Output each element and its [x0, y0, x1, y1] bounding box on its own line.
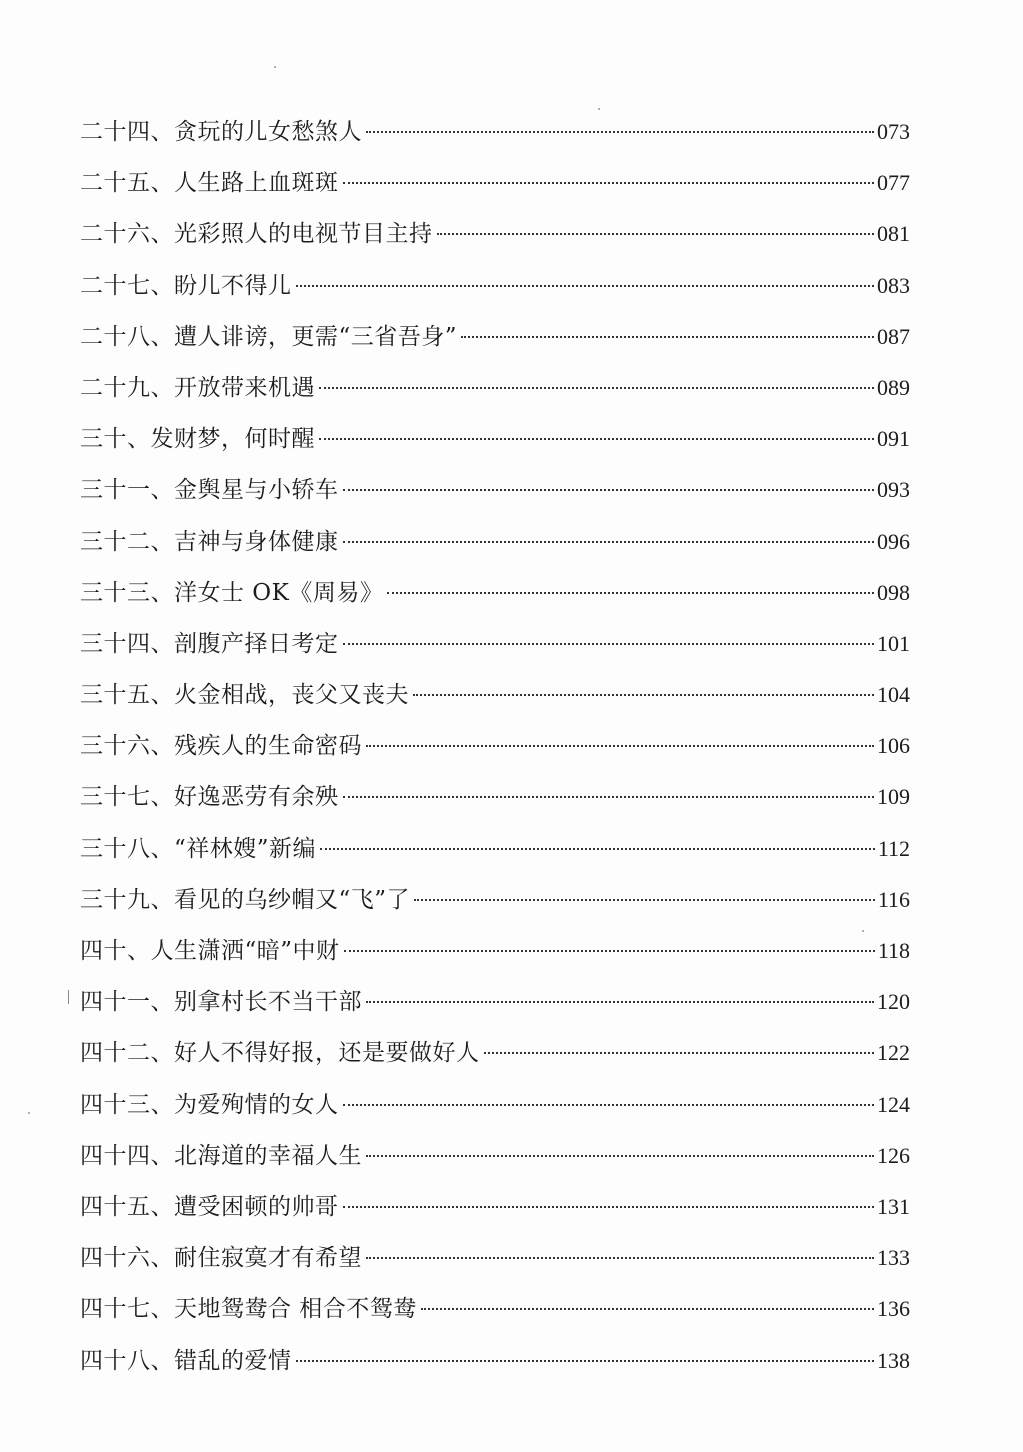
dot-leader: [343, 643, 875, 645]
toc-entry-page-number: 101: [877, 630, 910, 656]
dot-leader: [366, 1001, 874, 1003]
dot-leader: [366, 1155, 874, 1157]
dot-leader: [421, 1308, 874, 1310]
toc-entry-title: 二十五、人生路上血斑斑: [80, 170, 339, 197]
table-of-contents: [80, 106, 910, 1386]
toc-entry-title: 四十、人生潇洒“暗”中财: [80, 938, 340, 964]
toc-entry[interactable]: [80, 311, 910, 362]
toc-entry[interactable]: [80, 157, 910, 208]
dot-leader: [296, 285, 875, 287]
dot-leader: [414, 899, 875, 901]
toc-entry-title: 三十三、洋女士 OK《周易》: [80, 579, 384, 606]
toc-entry-title: 四十八、错乱的爱情: [80, 1347, 292, 1374]
toc-entry[interactable]: [80, 925, 910, 976]
dot-leader: [343, 796, 875, 798]
toc-entry[interactable]: [80, 720, 910, 771]
toc-entry-page-number: 122: [877, 1040, 910, 1066]
toc-entry-page-number: 124: [877, 1091, 910, 1117]
toc-entry-title: 三十七、好逸恶劳有余殃: [80, 784, 339, 811]
scan-mark: [68, 990, 69, 1004]
toc-entry-page-number: 120: [877, 989, 910, 1015]
toc-entry[interactable]: [80, 106, 910, 157]
toc-entry-title: 四十三、为爱殉情的女人: [80, 1091, 339, 1118]
toc-entry-page-number: 096: [877, 528, 910, 554]
toc-entry-page-number: 118: [877, 938, 910, 963]
dot-leader: [366, 1257, 874, 1259]
toc-entry[interactable]: [80, 1232, 910, 1283]
dot-leader: [343, 1206, 875, 1208]
toc-entry[interactable]: [80, 208, 910, 259]
toc-entry-title: 四十五、遭受困顿的帅哥: [80, 1193, 339, 1220]
toc-entry[interactable]: [80, 771, 910, 822]
toc-entry-title: 二十九、开放带来机遇: [80, 374, 315, 401]
dot-leader: [296, 1360, 875, 1362]
toc-entry[interactable]: [80, 1027, 910, 1078]
dot-leader: [437, 233, 875, 235]
dot-leader: [343, 541, 875, 543]
dot-leader: [366, 745, 874, 747]
toc-entry[interactable]: [80, 1335, 910, 1386]
toc-entry[interactable]: [80, 516, 910, 567]
toc-entry-page-number: 112: [877, 835, 910, 861]
toc-entry-page-number: 138: [877, 1347, 910, 1373]
toc-entry-title: 四十一、别拿村长不当干部: [80, 989, 362, 1016]
toc-entry-title: 三十八、“祥林嫂”新编: [80, 835, 317, 862]
toc-entry[interactable]: [80, 260, 910, 311]
toc-entry-title: 四十四、北海道的幸福人生: [80, 1142, 362, 1169]
dot-leader: [366, 131, 874, 133]
dot-leader: [484, 1052, 875, 1054]
toc-entry[interactable]: [80, 976, 910, 1027]
toc-entry-title: 三十一、金舆星与小轿车: [80, 477, 339, 504]
toc-entry[interactable]: [80, 669, 910, 720]
toc-entry-title: 三十五、火金相战，丧父又丧夫: [80, 682, 409, 709]
dot-leader: [461, 336, 874, 338]
toc-entry-title: 三十六、残疾人的生命密码: [80, 733, 362, 760]
dot-leader: [344, 950, 875, 952]
toc-entry-page-number: 091: [877, 426, 910, 452]
toc-entry-title: 三十二、吉神与身体健康: [80, 528, 339, 555]
toc-entry-page-number: 093: [877, 477, 910, 503]
toc-entry-page-number: 116: [877, 886, 910, 912]
toc-entry-page-number: 087: [877, 323, 910, 349]
toc-entry-page-number: 133: [877, 1245, 910, 1271]
toc-entry-page-number: 098: [877, 579, 910, 605]
dot-leader: [343, 182, 875, 184]
toc-entry-title: 四十七、天地鸳鸯合 相合不鸳鸯: [80, 1296, 417, 1323]
toc-entry[interactable]: [80, 1181, 910, 1232]
dot-leader: [319, 387, 874, 389]
toc-entry-page-number: 089: [877, 374, 910, 400]
toc-entry-title: 三十四、剖腹产择日考定: [80, 630, 339, 657]
scan-speck: [28, 1112, 30, 1114]
toc-entry-page-number: 131: [877, 1193, 910, 1219]
dot-leader: [343, 1104, 875, 1106]
toc-entry-title: 三十九、看见的乌纱帽又“飞”了: [80, 886, 411, 913]
toc-entry-page-number: 109: [877, 784, 910, 810]
toc-entry-title: 二十七、盼儿不得儿: [80, 272, 292, 299]
toc-entry-page-number: 077: [877, 170, 910, 196]
toc-entry[interactable]: [80, 567, 910, 618]
toc-entry[interactable]: [80, 618, 910, 669]
toc-entry[interactable]: [80, 874, 910, 925]
dot-leader: [413, 694, 874, 696]
toc-entry-title: 四十二、好人不得好报，还是要做好人: [80, 1040, 480, 1067]
toc-entry-page-number: 126: [877, 1142, 910, 1168]
toc-entry-page-number: 136: [877, 1296, 910, 1322]
toc-entry-title: 二十六、光彩照人的电视节目主持: [80, 221, 433, 248]
toc-entry-title: 四十六、耐住寂寞才有希望: [80, 1245, 362, 1272]
toc-entry-page-number: 083: [877, 272, 910, 298]
toc-entry[interactable]: [80, 1079, 910, 1130]
toc-entry-page-number: 073: [877, 119, 910, 144]
toc-entry[interactable]: [80, 362, 910, 413]
scan-speck: [274, 66, 276, 68]
toc-entry-page-number: 081: [877, 221, 910, 247]
toc-entry-title: 二十八、遭人诽谤，更需“三省吾身”: [80, 323, 458, 350]
dot-leader: [319, 438, 874, 440]
toc-entry-page-number: 106: [877, 733, 910, 759]
toc-entry[interactable]: [80, 464, 910, 515]
dot-leader: [343, 489, 875, 491]
toc-entry[interactable]: [80, 1130, 910, 1181]
toc-entry-title: 三十、发财梦，何时醒: [80, 426, 315, 453]
dot-leader: [387, 592, 874, 594]
toc-entry[interactable]: [80, 1283, 910, 1334]
toc-entry[interactable]: [80, 413, 910, 464]
toc-entry-title: 二十四、贪玩的儿女愁煞人: [80, 119, 362, 145]
dot-leader: [320, 848, 875, 850]
toc-entry[interactable]: [80, 823, 910, 874]
toc-entry-page-number: 104: [877, 682, 910, 708]
